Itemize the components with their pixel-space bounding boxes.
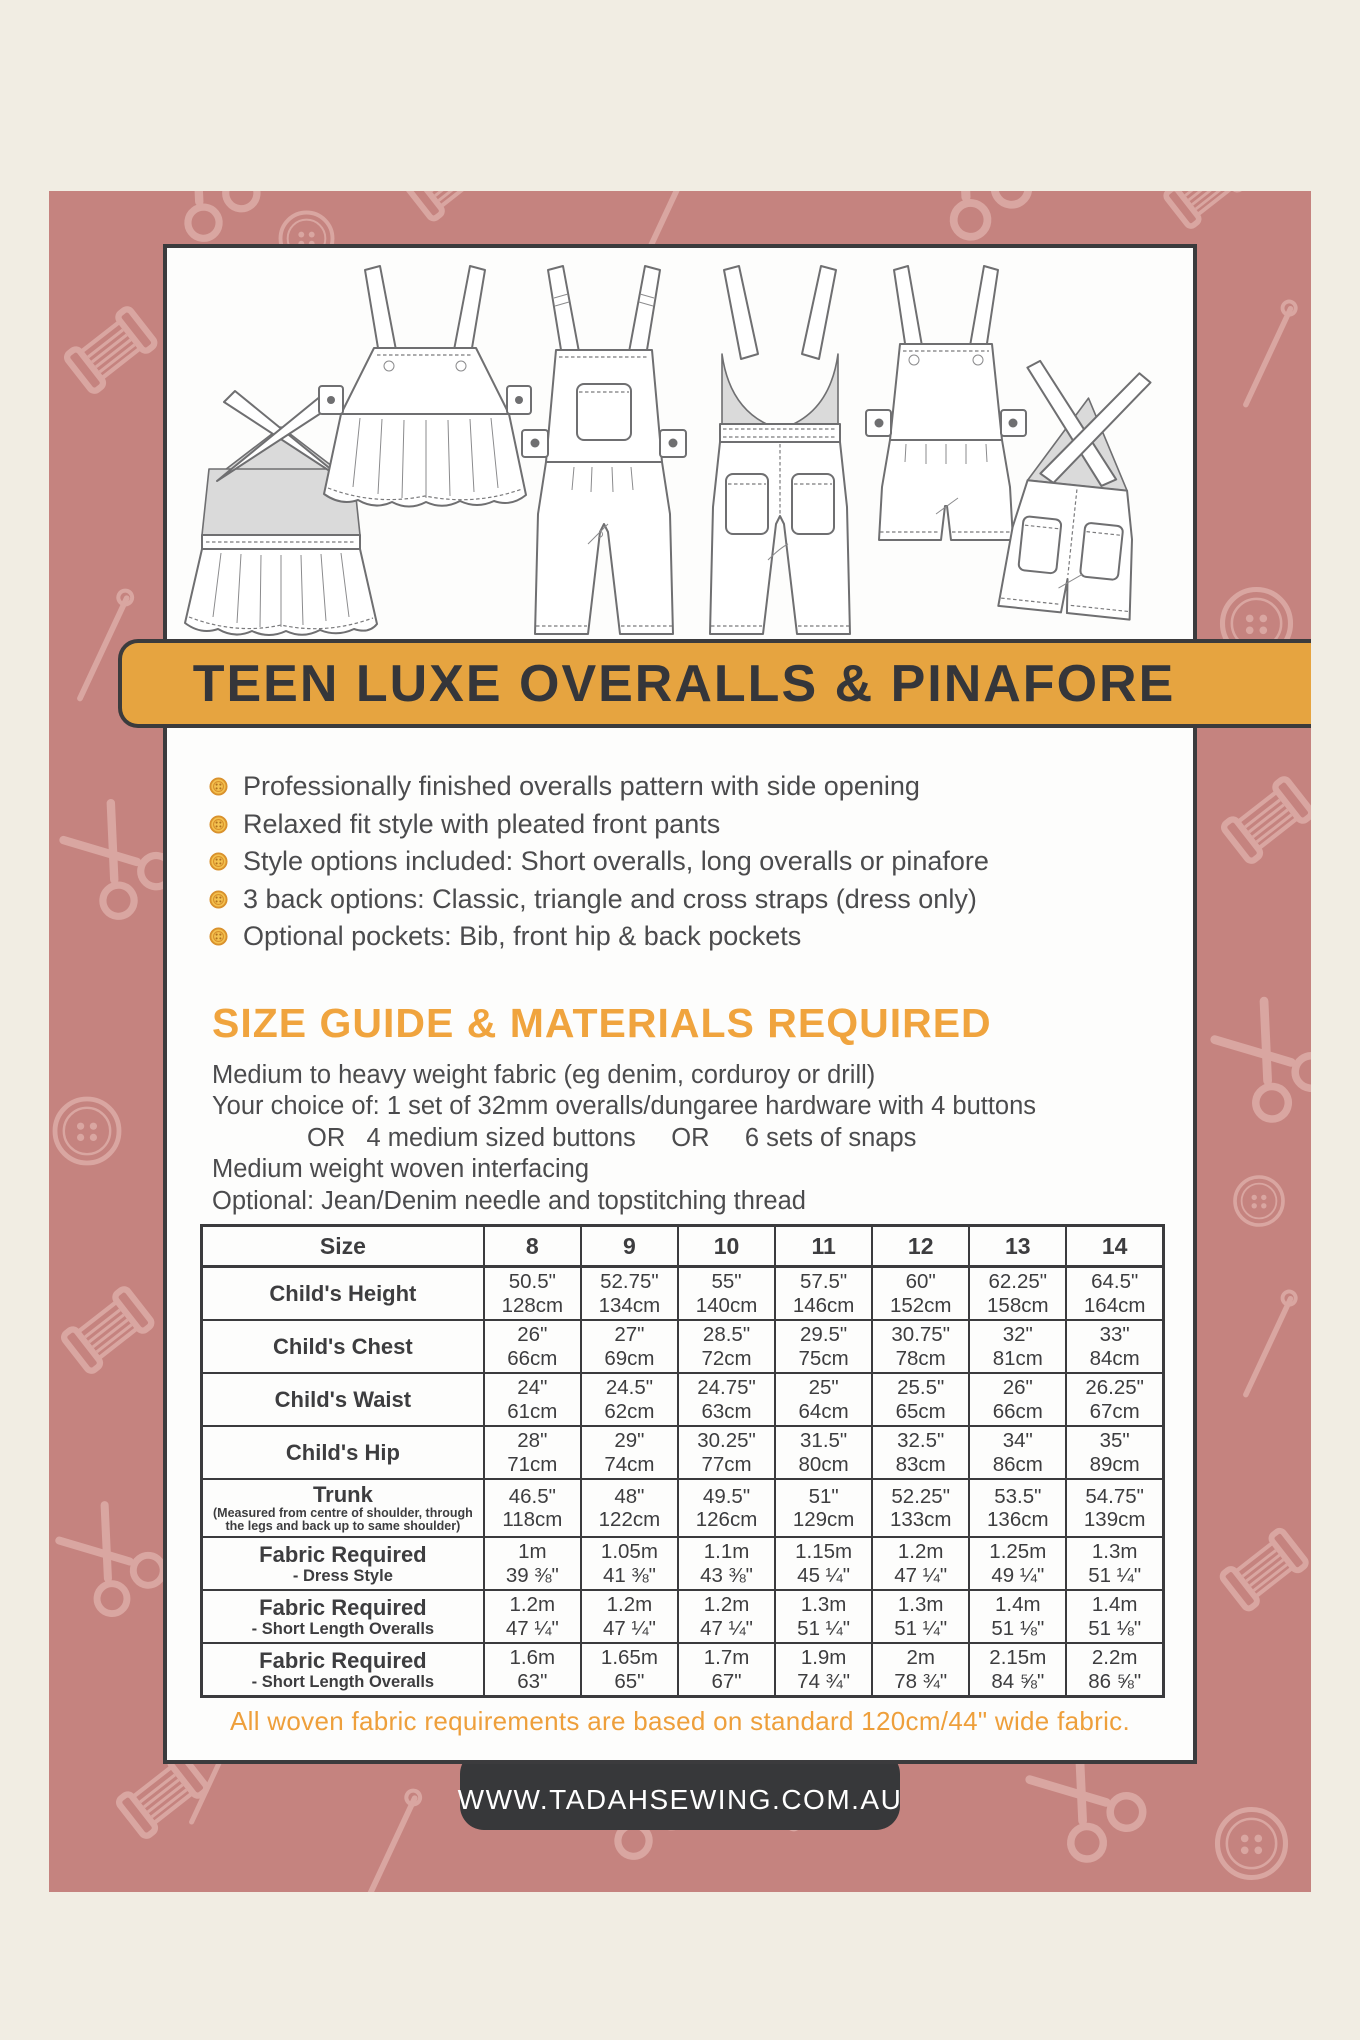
row-label: Trunk (Measured from centre of shoulder, through the legs and back up to same shoulder) — [202, 1479, 484, 1537]
feature-item — [209, 918, 989, 956]
long-overalls-front-illustration — [522, 266, 686, 634]
size-col-header: 11 — [775, 1226, 872, 1267]
row-label: Fabric Required - Short Length Overalls — [202, 1643, 484, 1697]
size-cell: 50.5" 128cm — [484, 1267, 581, 1321]
table-head — [202, 1226, 1164, 1267]
size-cell: 34" 86cm — [969, 1426, 1066, 1479]
title-banner — [118, 639, 1311, 728]
size-cell: 60" 152cm — [872, 1267, 969, 1321]
size-cell: 25.5" 65cm — [872, 1373, 969, 1426]
size-cell: 1.2m 47 ¼" — [872, 1537, 969, 1590]
size-cell: 55" 140cm — [678, 1267, 775, 1321]
size-cell: 64.5" 164cm — [1066, 1267, 1163, 1321]
table-row — [202, 1537, 1164, 1590]
size-cell: 26" 66cm — [484, 1320, 581, 1373]
row-label: Fabric Required - Short Length Overalls — [202, 1590, 484, 1643]
feature-item — [209, 806, 989, 844]
size-cell: 24.75" 63cm — [678, 1373, 775, 1426]
feature-text: Optional pockets: Bib, front hip & back pockets — [243, 921, 802, 952]
size-cell: 52.25" 133cm — [872, 1479, 969, 1537]
size-cell: 48" 122cm — [581, 1479, 678, 1537]
row-label: Child's Chest — [202, 1320, 484, 1373]
size-col-header: 12 — [872, 1226, 969, 1267]
button-bullet-icon — [209, 852, 228, 871]
size-cell: 1.2m 47 ¼" — [581, 1590, 678, 1643]
row-label: Child's Hip — [202, 1426, 484, 1479]
button-bullet-icon — [209, 777, 228, 796]
fabric-width-note: All woven fabric requirements are based on standard 120cm/44" wide fabric. — [229, 1706, 1130, 1736]
size-cell: 2m 78 ¾" — [872, 1643, 969, 1697]
button-bullet-icon — [209, 890, 228, 909]
garment-illustrations — [167, 254, 1193, 654]
size-col-header: 10 — [678, 1226, 775, 1267]
size-cell: 62.25" 158cm — [969, 1267, 1066, 1321]
size-cell: 53.5" 136cm — [969, 1479, 1066, 1537]
size-cell: 32.5" 83cm — [872, 1426, 969, 1479]
materials-line: Your choice of: 1 set of 32mm overalls/dungaree hardware with 4 buttons — [212, 1092, 1037, 1121]
size-cell: 33" 84cm — [1066, 1320, 1163, 1373]
size-col-header: 14 — [1066, 1226, 1163, 1267]
feature-text: 3 back options: Classic, triangle and cross straps (dress only) — [243, 883, 977, 914]
size-cell: 29.5" 75cm — [775, 1320, 872, 1373]
feature-item — [209, 768, 989, 806]
button-bullet-icon — [209, 927, 228, 946]
size-cell: 24" 61cm — [484, 1373, 581, 1426]
size-col-header: 9 — [581, 1226, 678, 1267]
table-body — [202, 1267, 1164, 1697]
size-guide-heading: SIZE GUIDE & MATERIALS REQUIRED — [212, 1000, 992, 1046]
materials-line: Medium weight woven interfacing — [212, 1155, 590, 1184]
size-cell: 54.75" 139cm — [1066, 1479, 1163, 1537]
size-cell: 49.5" 126cm — [678, 1479, 775, 1537]
feature-list — [209, 768, 989, 956]
website-url[interactable]: WWW.TADAHSEWING.COM.AU — [457, 1784, 903, 1815]
size-col-header: 8 — [484, 1226, 581, 1267]
size-cell: 30.25" 77cm — [678, 1426, 775, 1479]
size-cell: 52.75" 134cm — [581, 1267, 678, 1321]
size-cell: 28" 71cm — [484, 1426, 581, 1479]
short-overalls-back-illustration — [998, 359, 1155, 619]
size-cell: 1.05m 41 ⅜" — [581, 1537, 678, 1590]
table-row — [202, 1320, 1164, 1373]
size-cell: 24.5" 62cm — [581, 1373, 678, 1426]
table-row — [202, 1479, 1164, 1537]
row-label: Child's Waist — [202, 1373, 484, 1426]
feature-item — [209, 881, 989, 919]
size-cell: 26.25" 67cm — [1066, 1373, 1163, 1426]
size-cell: 1.65m 65" — [581, 1643, 678, 1697]
row-label: Child's Height — [202, 1267, 484, 1321]
size-cell: 1.9m 74 ¾" — [775, 1643, 872, 1697]
materials-list — [212, 1060, 1036, 1217]
pattern-card — [163, 244, 1197, 1764]
size-cell: 1.6m 63" — [484, 1643, 581, 1697]
table-row — [202, 1643, 1164, 1697]
size-cell: 1.3m 51 ¼" — [872, 1590, 969, 1643]
size-cell: 28.5" 72cm — [678, 1320, 775, 1373]
size-cell: 1.3m 51 ¼" — [775, 1590, 872, 1643]
size-cell: 1.4m 51 ⅛" — [1066, 1590, 1163, 1643]
feature-text: Relaxed fit style with pleated front pants — [243, 808, 721, 839]
feature-text: Professionally finished overalls pattern with side opening — [243, 771, 920, 802]
size-cell: 46.5" 118cm — [484, 1479, 581, 1537]
size-cell: 30.75" 78cm — [872, 1320, 969, 1373]
size-cell: 2.2m 86 ⅝" — [1066, 1643, 1163, 1697]
size-cell: 35" 89cm — [1066, 1426, 1163, 1479]
size-cell: 51" 129cm — [775, 1479, 872, 1537]
pattern-title: TEEN LUXE OVERALLS & PINAFORE — [192, 654, 1176, 713]
pinafore-front-illustration — [319, 266, 531, 507]
materials-line: OR 4 medium sized buttons OR 6 sets of snaps — [307, 1123, 917, 1152]
size-cell: 26" 66cm — [969, 1373, 1066, 1426]
size-cell: 27" 69cm — [581, 1320, 678, 1373]
long-overalls-back-illustration — [710, 266, 850, 634]
button-bullet-icon — [209, 815, 228, 834]
table-row — [202, 1426, 1164, 1479]
table-row — [202, 1590, 1164, 1643]
size-cell: 1.4m 51 ⅛" — [969, 1590, 1066, 1643]
table-header-row — [202, 1226, 1164, 1267]
size-cell: 57.5" 146cm — [775, 1267, 872, 1321]
feature-text: Style options included: Short overalls, long overalls or pinafore — [243, 846, 989, 877]
size-cell: 1.2m 47 ¼" — [484, 1590, 581, 1643]
size-cell: 2.15m 84 ⅝" — [969, 1643, 1066, 1697]
table-row — [202, 1373, 1164, 1426]
size-col-header: Size — [202, 1226, 484, 1267]
size-cell: 1m 39 ⅜" — [484, 1537, 581, 1590]
size-cell: 32" 81cm — [969, 1320, 1066, 1373]
size-cell: 1.2m 47 ¼" — [678, 1590, 775, 1643]
size-table — [200, 1224, 1165, 1698]
size-cell: 25" 64cm — [775, 1373, 872, 1426]
size-cell: 31.5" 80cm — [775, 1426, 872, 1479]
size-cell: 1.15m 45 ¼" — [775, 1537, 872, 1590]
size-cell: 1.3m 51 ¼" — [1066, 1537, 1163, 1590]
materials-line: Medium to heavy weight fabric (eg denim, corduroy or drill) — [212, 1061, 876, 1089]
size-cell: 1.25m 49 ¼" — [969, 1537, 1066, 1590]
size-cell: 29" 74cm — [581, 1426, 678, 1479]
short-overalls-front-illustration — [866, 266, 1026, 540]
row-label: Fabric Required - Dress Style — [202, 1537, 484, 1590]
size-cell: 1.1m 43 ⅜" — [678, 1537, 775, 1590]
feature-item — [209, 843, 989, 881]
materials-line: Optional: Jean/Denim needle and topstitching thread — [212, 1186, 806, 1215]
table-row — [202, 1267, 1164, 1321]
size-cell: 1.7m 67" — [678, 1643, 775, 1697]
size-col-header: 13 — [969, 1226, 1066, 1267]
